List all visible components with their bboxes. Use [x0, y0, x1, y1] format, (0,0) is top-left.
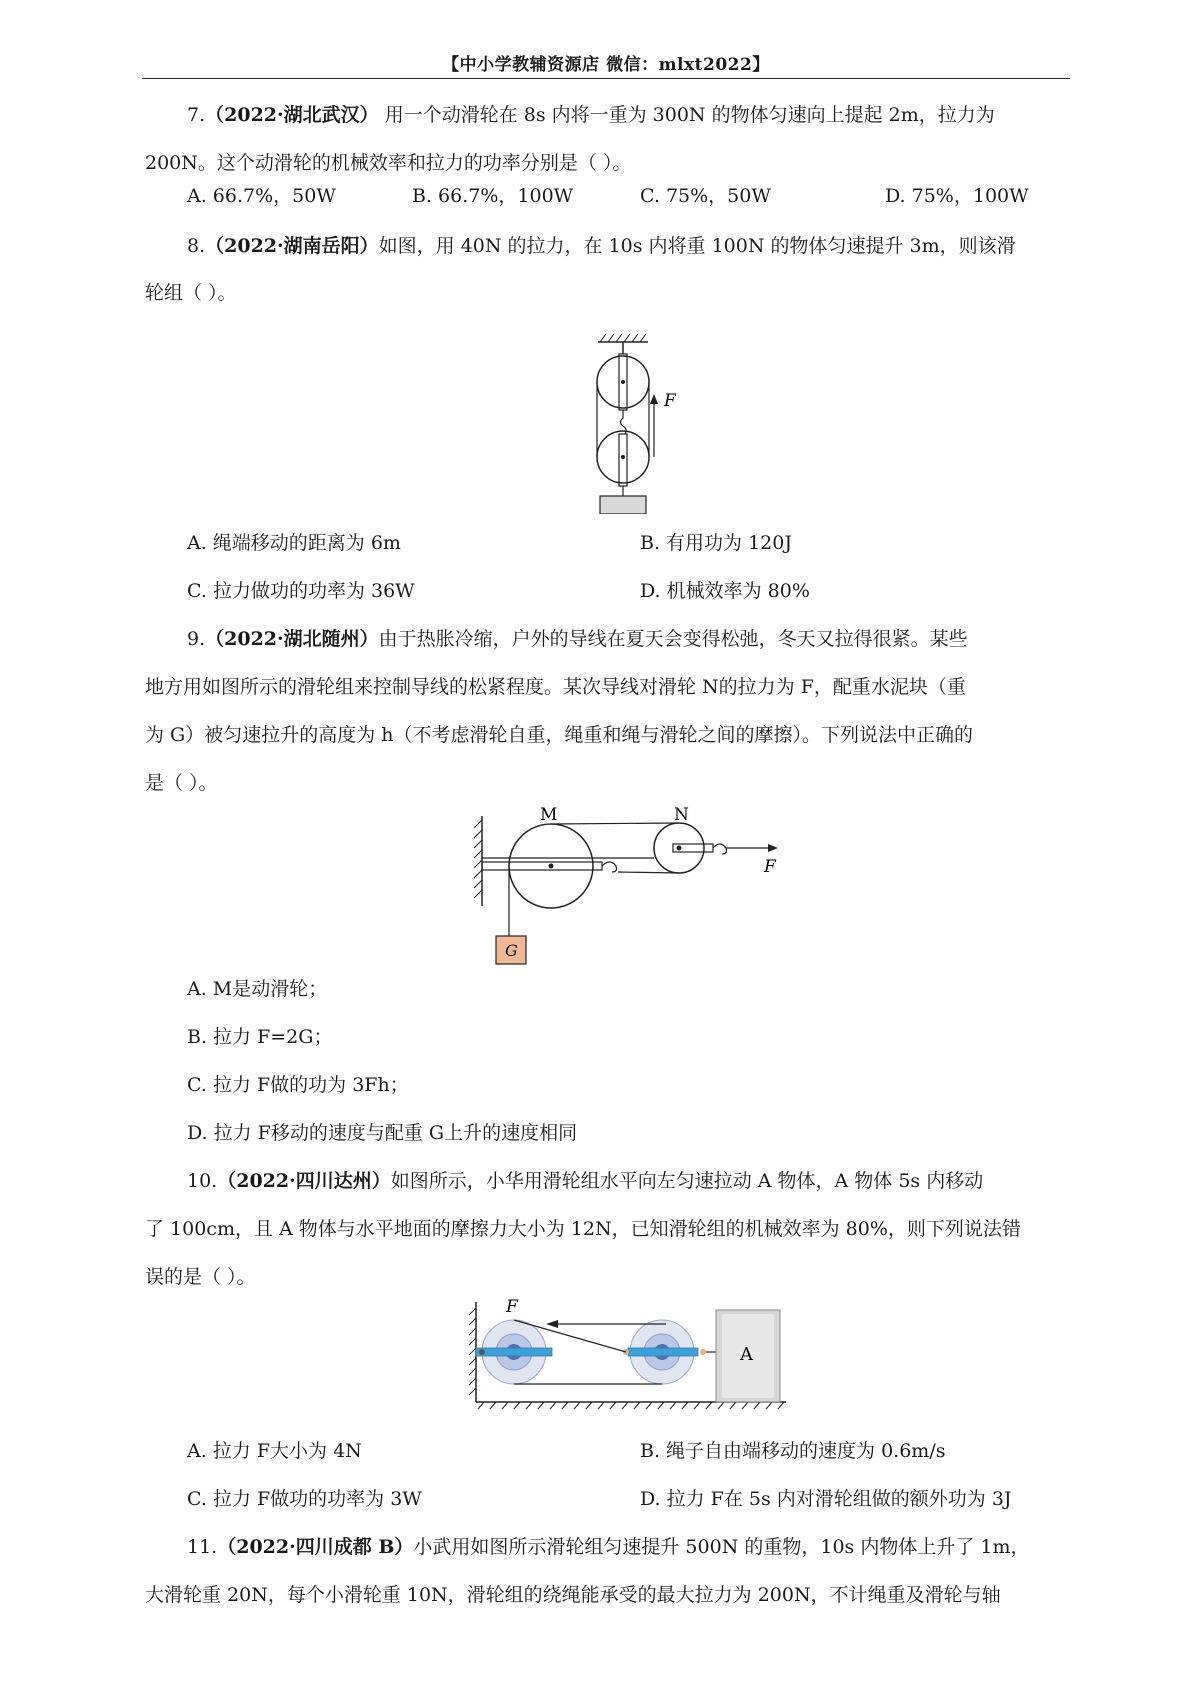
q11-number: 11. [187, 1536, 218, 1558]
q8-line-1 [187, 233, 1107, 259]
q7-number: 7. [187, 104, 206, 126]
q9-line-1 [187, 626, 1107, 652]
q10-text-2: 了 100cm，且 A 物体与水平地面的摩擦力大小为 12N，已知滑轮组的机械效率为 80%，则下列说法错 [145, 1218, 1021, 1240]
q7-text-2: 200N。这个动滑轮的机械效率和拉力的功率分别是（ ）。 [145, 152, 632, 174]
q8-option-c: C. 拉力做功的功率为 36W [187, 580, 415, 602]
q10-text-3: 误的是（ ）。 [145, 1266, 256, 1288]
q8-text-1: 如图，用 40N 的拉力，在 10s 内将重 100N 的物体匀速提升 3m，则该滑 [378, 235, 1016, 257]
q7-option-c: C. 75%，50W [640, 185, 771, 207]
q8-option-d: D. 机械效率为 80% [640, 580, 810, 602]
q9-option-c: C. 拉力 F做的功为 3Fh； [187, 1074, 409, 1096]
q7-line-1 [187, 102, 1107, 128]
q9-option-a: A. M是动滑轮； [187, 978, 328, 1000]
q7-option-b: B. 66.7%，100W [412, 185, 574, 207]
q8-option-a: A. 绳端移动的距离为 6m [187, 532, 401, 554]
q11-source: （2022·四川成都 B） [217, 1536, 414, 1558]
q10-option-d: D. 拉力 F在 5s 内对滑轮组做的额外功为 3J [640, 1488, 1012, 1510]
q9-figure-label-f: F [764, 857, 776, 877]
q9-text-4: 是（ ）。 [145, 772, 218, 794]
q9-number: 9. [187, 628, 206, 650]
q9-figure-label-n: N [674, 806, 689, 825]
q9-figure-label-m: M [540, 806, 558, 825]
q9-source: （2022·湖北随州） [205, 628, 379, 650]
q10-option-c: C. 拉力 F做功的功率为 3W [187, 1488, 422, 1510]
q8-option-b: B. 有用功为 120J [640, 532, 792, 554]
q10-figure-label-a: A [740, 1344, 753, 1365]
q9-pulley-figure [468, 806, 788, 966]
q8-text-2: 轮组（ ）。 [145, 282, 237, 304]
q10-line-1 [187, 1168, 1107, 1194]
q9-text-2: 地方用如图所示的滑轮组来控制导线的松紧程度。某次导线对滑轮 N的拉力为 F，配重水泥块（重 [145, 676, 966, 698]
q8-source: （2022·湖南岳阳） [205, 235, 379, 257]
q7-option-a: A. 66.7%，50W [187, 185, 336, 207]
q8-number: 8. [187, 235, 206, 257]
q7-source: （2022·湖北武汉） [205, 104, 379, 126]
q11-text-1: 小武用如图所示滑轮组匀速提升 500N 的重物，10s 内物体上升了 1m， [413, 1536, 1030, 1558]
header-rule [142, 78, 1070, 79]
q10-option-b: B. 绳子自由端移动的速度为 0.6m/s [640, 1440, 946, 1462]
q8-figure-label-f: F [664, 391, 676, 411]
q9-figure-label-g: G [505, 941, 518, 960]
q10-number: 10. [187, 1170, 218, 1192]
q7-option-d: D. 75%，100W [885, 185, 1029, 207]
q10-text-1: 如图所示，小华用滑轮组水平向左匀速拉动 A 物体，A 物体 5s 内移动 [390, 1170, 984, 1192]
q10-figure-label-f: F [506, 1297, 518, 1317]
q9-text-1: 由于热胀冷缩，户外的导线在夏天会变得松弛，冬天又拉得很紧。某些 [378, 628, 968, 650]
q7-text-1: 用一个动滑轮在 8s 内将一重为 300N 的物体匀速向上提起 2m，拉力为 [384, 104, 995, 126]
q11-text-2: 大滑轮重 20N，每个小滑轮重 10N，滑轮组的绕绳能承受的最大拉力为 200N，不计绳重及滑轮与轴 [145, 1584, 1001, 1606]
q10-source: （2022·四川达州） [217, 1170, 391, 1192]
q9-option-b: B. 拉力 F=2G； [187, 1026, 333, 1048]
q10-option-a: A. 拉力 F大小为 4N [187, 1440, 362, 1462]
q11-line-1 [187, 1534, 1107, 1560]
q9-text-3: 为 G）被匀速拉升的高度为 h（不考虑滑轮自重，绳重和绳与滑轮之间的摩擦）。下列说法中正确的 [145, 724, 973, 746]
q9-option-d: D. 拉力 F移动的速度与配重 G上升的速度相同 [187, 1122, 578, 1144]
q10-pulley-figure [466, 1296, 796, 1412]
page-header: 【中小学教辅资源店 微信：mlxt2022】 [442, 55, 770, 75]
q8-pulley-figure [590, 332, 690, 514]
